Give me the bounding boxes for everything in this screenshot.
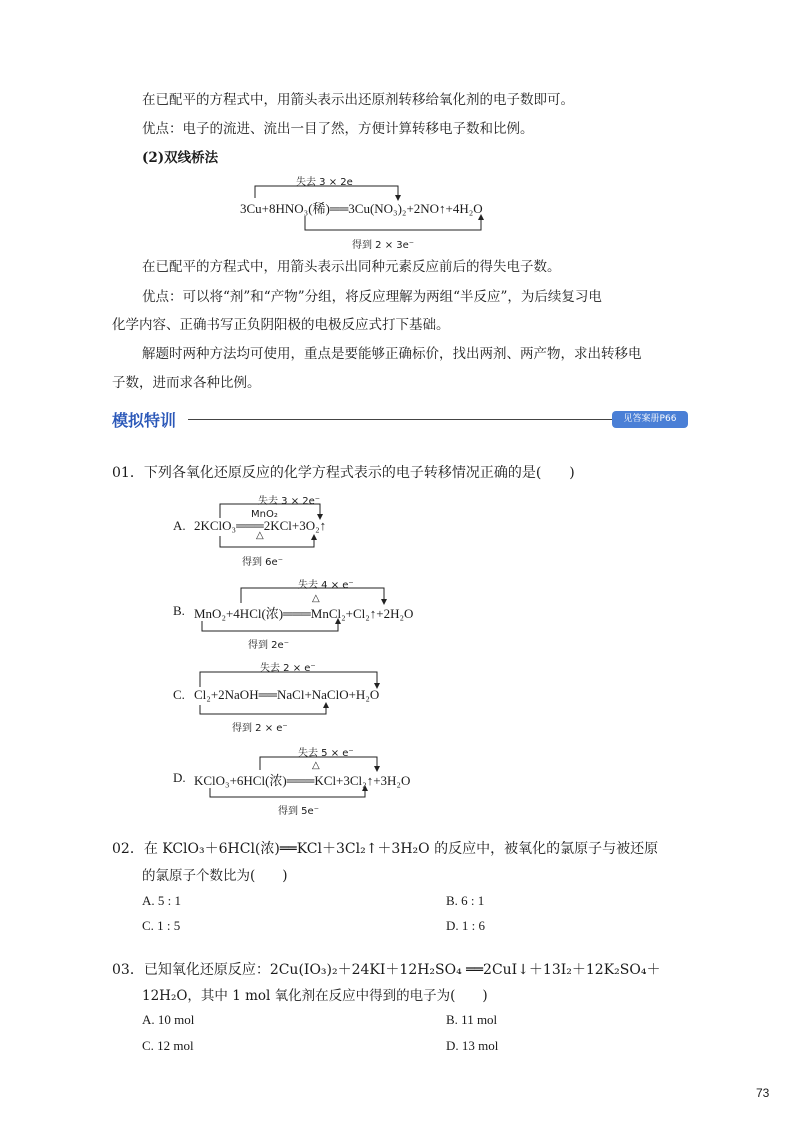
q1-a-gain-arrow: [220, 536, 314, 547]
q1-option-b-equation: MnO₂+4HCl(浓)═══MnCl₂+Cl₂↑+2H₂O: [194, 606, 414, 621]
intro-line-7: 子数，进而求各种比例。: [112, 375, 261, 391]
q2-option-b: B. 6 : 1: [446, 893, 485, 908]
intro-line-2: 优点：电子的流进、流出一目了然，方便计算转移电子数和比例。: [142, 121, 534, 137]
page-number: 73: [756, 1086, 770, 1100]
example-equation: 3Cu+8HNO₃(稀)══3Cu(NO₃)₂+2NO↑+4H₂O: [240, 201, 483, 216]
q1-d-gain-label: 得到 5e⁻: [278, 806, 319, 817]
answer-tag-badge: 见答案册P66: [612, 411, 688, 428]
q1-option-a-equation: 2KClO₃═══2KCl+3O₂↑: [194, 518, 327, 533]
intro-line-1: 在已配平的方程式中，用箭头表示出还原剂转移给氧化剂的电子数即可。: [142, 92, 574, 108]
q1-a-lose-arrow: [220, 504, 320, 518]
q1-a-catalyst: MnO₂: [251, 509, 278, 520]
q3-option-c: C. 12 mol: [142, 1038, 194, 1053]
q1-b-lose-label: 失去 4 × e⁻: [298, 580, 354, 591]
q1-c-lose-label: 失去 2 × e⁻: [260, 663, 316, 674]
q1-d-lose-arrow: [260, 757, 377, 770]
q1-d-gain-arrow: [210, 788, 365, 797]
intro-line-5: 化学内容、正确书写正负阴阳极的电极反应式打下基础。: [112, 317, 450, 333]
q1-b-lose-arrow: [241, 588, 384, 603]
q3-option-b: B. 11 mol: [446, 1012, 498, 1027]
intro-line-4: 优点：可以将“剂”和“产物”分组，将反应理解为两组“半反应”，为后续复习电: [142, 289, 602, 305]
intro-line-3: 在已配平的方程式中，用箭头表示出同种元素反应前后的得失电子数。: [142, 259, 561, 275]
heading-double-bridge: (2)双线桥法: [142, 150, 219, 166]
q1-d-lose-label: 失去 5 × e⁻: [298, 748, 354, 759]
q2-option-d: D. 1 : 6: [446, 918, 485, 933]
q1-a-lose-label: 失去 3 × 2e⁻: [258, 496, 321, 507]
q1-option-c-label: C.: [173, 687, 185, 702]
q2-option-c: C. 1 : 5: [142, 918, 181, 933]
q1-c-gain-arrow: [200, 705, 326, 714]
section-title: 模拟特训: [112, 411, 177, 430]
q1-b-gain-label: 得到 2e⁻: [248, 640, 289, 651]
example-lose-arrow: [255, 186, 398, 198]
example-gain-arrow: [305, 216, 481, 230]
q1-stem: 01．下列各氧化还原反应的化学方程式表示的电子转移情况正确的是( ): [112, 465, 575, 481]
q1-option-d-label: D.: [173, 770, 186, 785]
q1-c-lose-arrow: [200, 672, 377, 687]
q3-stem-line-2: 12H₂O，其中 1 mol 氧化剂在反应中得到的电子为( ): [142, 988, 488, 1004]
example-lose-label: 失去 3 × 2e: [296, 177, 353, 188]
q3-stem-line-1: 03．已知氧化还原反应：2Cu(IO₃)₂＋24KI＋12H₂SO₄ ══2CuI↓＋13I₂＋12K₂SO₄＋: [112, 962, 661, 978]
q2-stem-line-1: 02．在 KClO₃＋6HCl(浓)══KCl＋3Cl₂↑＋3H₂O 的反应中，被氧化的氯原子与被还原: [112, 841, 659, 857]
q1-d-heat: △: [312, 760, 320, 771]
q3-option-d: D. 13 mol: [446, 1038, 499, 1053]
intro-line-6: 解题时两种方法均可使用，重点是要能够正确标价，找出两剂、两产物，求出转移电: [142, 346, 642, 362]
q1-c-gain-label: 得到 2 × e⁻: [232, 723, 288, 734]
q2-option-a: A. 5 : 1: [142, 893, 181, 908]
q1-option-d-equation: KClO₃+6HCl(浓)═══KCl+3Cl₂↑+3H₂O: [194, 773, 411, 788]
q1-option-a-label: A.: [173, 518, 186, 533]
q1-a-heat: △: [256, 530, 264, 541]
q1-option-c-equation: Cl₂+2NaOH══NaCl+NaClO+H₂O: [194, 687, 380, 702]
example-gain-label: 得到 2 × 3e⁻: [352, 240, 415, 251]
q1-option-b-label: B.: [173, 603, 185, 618]
q1-b-heat: △: [312, 593, 320, 604]
q1-b-gain-arrow: [202, 621, 338, 631]
q2-stem-line-2: 的氯原子个数比为( ): [142, 868, 288, 884]
q1-a-gain-label: 得到 6e⁻: [242, 557, 283, 568]
q3-option-a: A. 10 mol: [142, 1012, 195, 1027]
